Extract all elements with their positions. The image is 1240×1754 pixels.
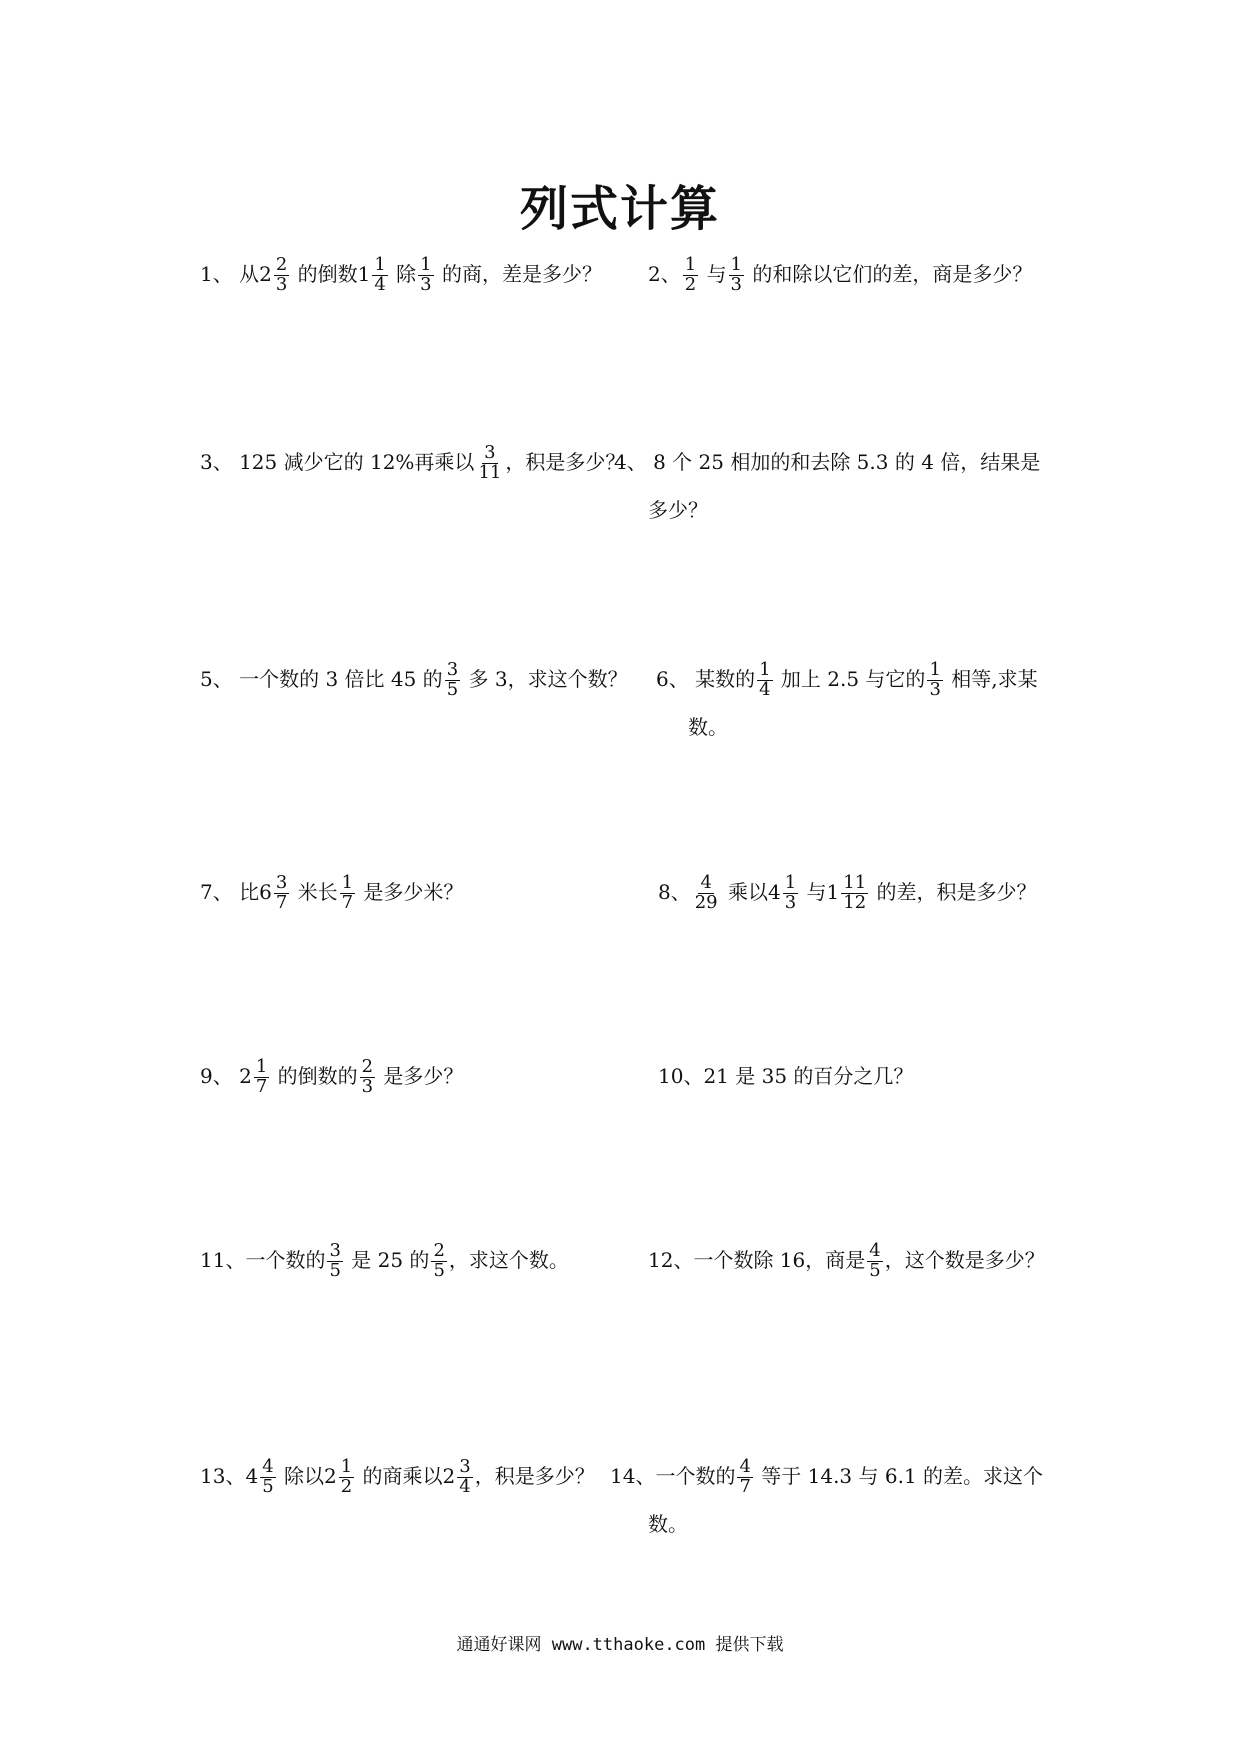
- fraction: $\frac{3}{5}$: [329, 1240, 341, 1281]
- problem-text: 的和除以它们的差，商是多少？: [746, 262, 1033, 286]
- problem-text: ，这个数是多少？: [884, 1248, 1045, 1272]
- problem-11: [200, 1236, 569, 1284]
- problem-text: 米长: [291, 880, 338, 904]
- problem-text-continued: 多少？: [648, 498, 708, 522]
- fraction: $\frac{3}{11}$: [478, 442, 502, 483]
- problem-text: 与1: [800, 880, 840, 904]
- problem-text: ，积是多少？: [474, 1464, 595, 1488]
- fraction: $\frac{3}{5}$: [446, 659, 459, 700]
- problem-text-continued: 数。: [648, 1512, 688, 1536]
- problem-4: [614, 438, 1040, 534]
- problem-text: 9、 2: [200, 1064, 252, 1088]
- problem-text: ，积是多少？: [505, 450, 626, 474]
- fraction: $\frac{2}{3}$: [275, 254, 288, 295]
- problem-text: 是 25 的: [344, 1248, 430, 1272]
- problem-12: [648, 1236, 1045, 1284]
- fraction: $\frac{4}{5}$: [869, 1240, 881, 1281]
- problem-8: [658, 868, 1037, 916]
- fraction: $\frac{1}{7}$: [255, 1056, 268, 1097]
- problem-5: [200, 655, 628, 703]
- problem-text: 多 3，求这个数？: [462, 667, 628, 691]
- problem-text: 3、 125 减少它的 12%再乘以: [200, 450, 475, 474]
- fraction: $\frac{1}{2}$: [684, 254, 697, 295]
- problem-text: 11、一个数的: [200, 1248, 326, 1272]
- problem-7: [200, 868, 463, 916]
- fraction: $\frac{3}{7}$: [275, 872, 288, 913]
- fraction: $\frac{2}{3}$: [361, 1056, 374, 1097]
- problem-text: 的倒数的: [271, 1064, 358, 1088]
- problem-text-continued: 数。: [688, 715, 728, 739]
- fraction: $\frac{1}{4}$: [759, 659, 771, 700]
- problem-text: 6、 某数的: [656, 667, 756, 691]
- problem-text: 乘以4: [721, 880, 781, 904]
- fraction: $\frac{4}{29}$: [694, 872, 718, 913]
- problem-text: 的差，积是多少？: [870, 880, 1037, 904]
- fraction: $\frac{1}{3}$: [929, 659, 941, 700]
- fraction: $\frac{1}{3}$: [784, 872, 797, 913]
- problem-text: ，求这个数。: [448, 1248, 569, 1272]
- problem-13: [200, 1452, 595, 1500]
- fraction: $\frac{4}{7}$: [739, 1456, 751, 1497]
- fraction: $\frac{1}{4}$: [374, 254, 386, 295]
- fraction: $\frac{1}{2}$: [340, 1456, 353, 1497]
- problem-text: 除: [389, 262, 417, 286]
- problem-text: 除以2: [277, 1464, 337, 1488]
- problem-9: [200, 1052, 463, 1100]
- problem-1: [200, 250, 602, 298]
- problem-10: [658, 1052, 913, 1100]
- problem-2: [648, 250, 1032, 298]
- problem-6: [656, 655, 1038, 751]
- problem-text: 的商乘以2: [356, 1464, 456, 1488]
- fraction: $\frac{1}{3}$: [730, 254, 742, 295]
- fraction: $\frac{1}{7}$: [341, 872, 354, 913]
- problem-text: 的商，差是多少？: [435, 262, 602, 286]
- problem-text: 14、一个数的: [610, 1464, 736, 1488]
- problem-text: 是多少？: [377, 1064, 464, 1088]
- problem-text: 12、一个数除 16，商是: [648, 1248, 866, 1272]
- problem-text: 13、4: [200, 1464, 259, 1488]
- problem-text: 加上 2.5 与它的: [774, 667, 926, 691]
- problem-text: 5、 一个数的 3 倍比 45 的: [200, 667, 443, 691]
- fraction: $\frac{2}{5}$: [433, 1240, 445, 1281]
- problem-text: 的倒数1: [291, 262, 371, 286]
- problem-text: 与: [700, 262, 727, 286]
- problem-text: 7、 比6: [200, 880, 272, 904]
- problem-text: 4、 8 个 25 相加的和去除 5.3 的 4 倍，结果是: [614, 450, 1041, 474]
- problem-text: 10、21 是 35 的百分之几？: [658, 1064, 914, 1088]
- fraction: $\frac{3}{4}$: [459, 1456, 471, 1497]
- page-footer: 通通好课网 www.tthaoke.com 提供下载: [456, 1635, 784, 1655]
- problem-text: 相等,求某: [944, 667, 1038, 691]
- fraction: $\frac{1}{3}$: [420, 254, 432, 295]
- problem-text: 2、: [648, 262, 681, 286]
- problem-14: [610, 1452, 1043, 1548]
- problem-text: 1、 从2: [200, 262, 272, 286]
- problem-text: 等于 14.3 与 6.1 的差。求这个: [754, 1464, 1044, 1488]
- page-title: 列式计算: [519, 181, 720, 237]
- fraction: $\frac{4}{5}$: [262, 1456, 274, 1497]
- problem-3: [200, 438, 625, 486]
- problem-text: 是多少米？: [357, 880, 464, 904]
- problem-text: 8、: [658, 880, 691, 904]
- fraction: $\frac{11}{12}$: [843, 872, 867, 913]
